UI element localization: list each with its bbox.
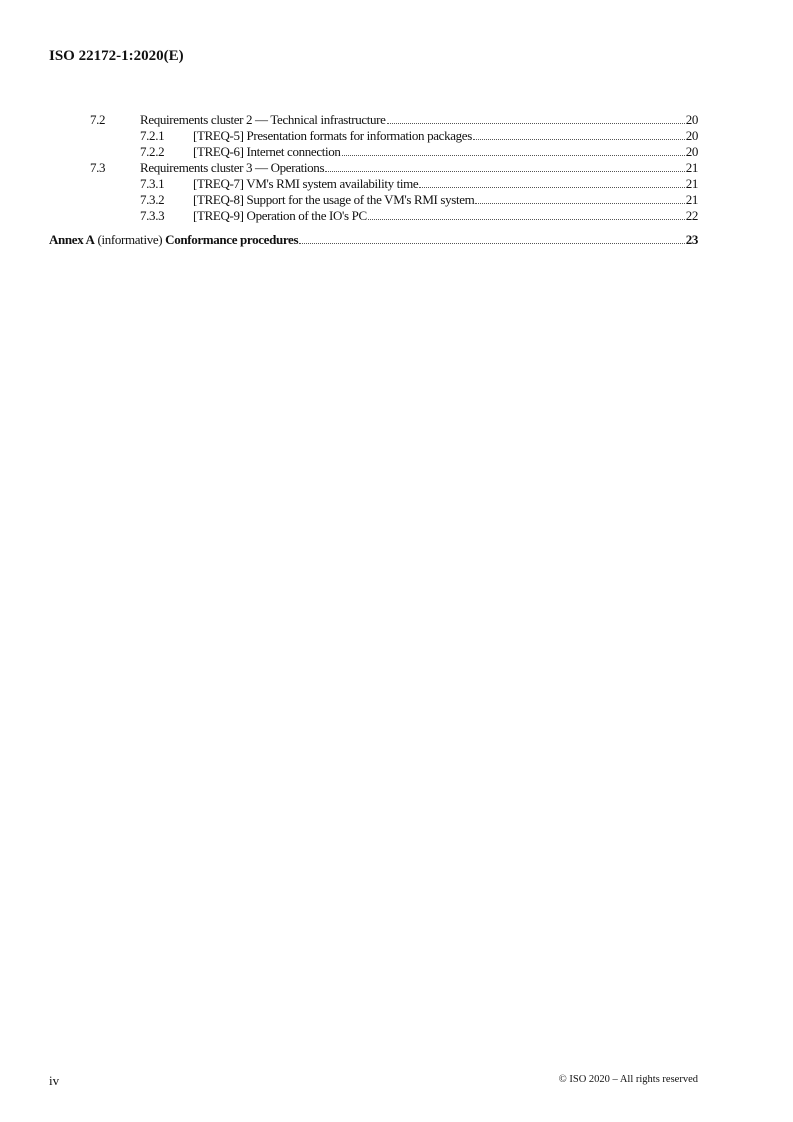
toc-number: 7.2 — [90, 112, 106, 127]
annex-qualifier: (informative) — [97, 232, 163, 247]
toc-title: [TREQ-5] Presentation formats for information packages — [193, 128, 472, 143]
dot-leader — [475, 203, 684, 204]
toc-page: 21 — [685, 176, 698, 191]
toc-entry[interactable] — [49, 192, 698, 208]
dot-leader — [325, 171, 685, 172]
toc-entry[interactable] — [49, 112, 698, 128]
dot-leader — [387, 123, 685, 124]
dot-leader — [299, 243, 685, 244]
toc-number: 7.3.3 — [140, 208, 165, 223]
dot-leader — [473, 139, 685, 140]
toc-entry[interactable] — [49, 160, 698, 176]
toc-entry-annex[interactable] — [49, 232, 698, 248]
toc-page: 23 — [685, 232, 698, 247]
toc-number: 7.3.2 — [140, 192, 165, 207]
toc-number: 7.3 — [90, 160, 106, 175]
toc-page: 20 — [685, 128, 698, 143]
table-of-contents — [49, 112, 698, 248]
toc-title: [TREQ-8] Support for the usage of the VM's RMI system — [193, 192, 475, 207]
toc-page: 21 — [685, 192, 698, 207]
toc-page: 20 — [685, 144, 698, 159]
page-number: iv — [49, 1073, 60, 1088]
dot-leader — [419, 187, 684, 188]
annex-title: Conformance procedures — [165, 232, 299, 247]
copyright-notice: © ISO 2020 – All rights reserved — [558, 1074, 698, 1085]
toc-page: 20 — [685, 112, 698, 127]
toc-title: [TREQ-7] VM's RMI system availability time — [193, 176, 419, 191]
toc-title: Requirements cluster 2 — Technical infrastructure — [140, 112, 386, 127]
toc-title: [TREQ-9] Operation of the IO's PC — [193, 208, 367, 223]
dot-leader — [368, 219, 685, 220]
toc-page: 21 — [685, 160, 698, 175]
toc-number: 7.3.1 — [140, 176, 165, 191]
toc-number: 7.2.2 — [140, 144, 165, 159]
document-id-header: ISO 22172-1:2020(E) — [49, 48, 184, 64]
toc-title: [TREQ-6] Internet connection — [193, 144, 341, 159]
toc-entry[interactable] — [49, 208, 698, 224]
toc-entry[interactable] — [49, 128, 698, 144]
toc-title: Requirements cluster 3 — Operations — [140, 160, 325, 175]
toc-page: 22 — [685, 208, 698, 223]
dot-leader — [342, 155, 685, 156]
annex-label: Annex A — [49, 232, 95, 247]
toc-number: 7.2.1 — [140, 128, 165, 143]
toc-entry[interactable] — [49, 144, 698, 160]
toc-entry[interactable] — [49, 176, 698, 192]
